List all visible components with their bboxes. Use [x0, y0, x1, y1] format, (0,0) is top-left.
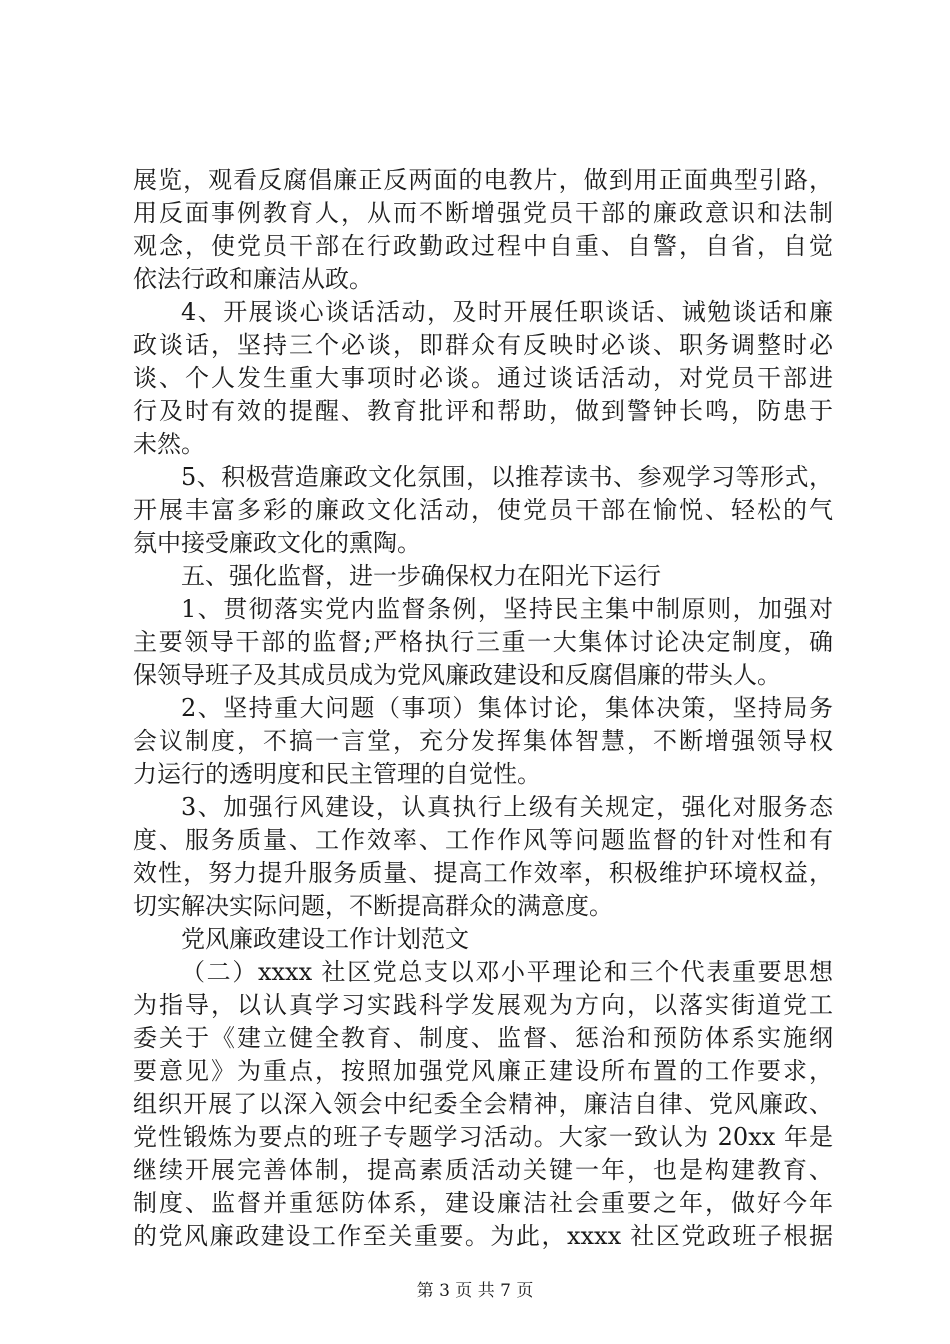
page-number-footer: 第 3 页 共 7 页	[416, 1281, 534, 1301]
text-line: 展览，观看反腐倡廉正反两面的电教片，做到用正面典型引路，	[133, 166, 833, 194]
text-line: 氛中接受廉政文化的熏陶。	[133, 529, 421, 557]
text-line: 主要领导干部的监督;严格执行三重一大集体讨论决定制度，确	[133, 628, 833, 656]
text-line: 会议制度，不搞一言堂，充分发挥集体智慧，不断增强领导权	[133, 727, 833, 755]
text-line: 依法行政和廉洁从政。	[133, 265, 373, 293]
section-heading: 五、强化监督，进一步确保权力在阳光下运行	[181, 562, 661, 590]
text-line: 5、积极营造廉政文化氛围，以推荐读书、参观学习等形式，	[181, 463, 833, 491]
text-line: 的党风廉政建设工作至关重要。为此，xxxx 社区党政班子根据	[133, 1222, 833, 1250]
text-line: 继续开展完善体制，提高素质活动关键一年，也是构建教育、	[133, 1156, 833, 1184]
text-line: 2、坚持重大问题（事项）集体讨论，集体决策，坚持局务	[181, 694, 833, 722]
text-line: 观念，使党员干部在行政勤政过程中自重、自警，自省，自觉	[133, 232, 833, 260]
text-line: 切实解决实际问题，不断提高群众的满意度。	[133, 892, 613, 920]
text-line: 保领导班子及其成员成为党风廉政建设和反腐倡廉的带头人。	[133, 661, 781, 689]
document-body	[133, 164, 833, 1253]
text-line: 党性锻炼为要点的班子专题学习活动。大家一致认为 20xx 年是	[133, 1123, 833, 1151]
text-line: 组织开展了以深入领会中纪委全会精神，廉洁自律、党风廉政、	[133, 1090, 833, 1118]
text-line: 3、加强行风建设，认真执行上级有关规定，强化对服务态	[181, 793, 833, 821]
text-line: 委关于《建立健全教育、制度、监督、惩治和预防体系实施纲	[133, 1024, 833, 1052]
text-line: 度、服务质量、工作效率、工作作风等问题监督的针对性和有	[133, 826, 833, 854]
text-line: 效性，努力提升服务质量、提高工作效率，积极维护环境权益，	[133, 859, 833, 887]
text-line: 谈、个人发生重大事项时必谈。通过谈话活动，对党员干部进	[133, 364, 833, 392]
text-line: 要意见》为重点，按照加强党风廉正建设所布置的工作要求，	[133, 1057, 833, 1085]
text-line: 制度、监督并重惩防体系，建设廉洁社会重要之年，做好今年	[133, 1189, 833, 1217]
text-line: （二）xxxx 社区党总支以邓小平理论和三个代表重要思想	[181, 958, 833, 986]
text-line: 4、开展谈心谈话活动，及时开展任职谈话、诫勉谈话和廉	[181, 298, 833, 326]
section-heading: 党风廉政建设工作计划范文	[181, 925, 469, 953]
text-line: 用反面事例教育人，从而不断增强党员干部的廉政意识和法制	[133, 199, 833, 227]
text-line: 1、贯彻落实党内监督条例，坚持民主集中制原则，加强对	[181, 595, 833, 623]
text-line: 未然。	[133, 430, 205, 458]
text-line: 行及时有效的提醒、教育批评和帮助，做到警钟长鸣，防患于	[133, 397, 833, 425]
text-line: 开展丰富多彩的廉政文化活动，使党员干部在愉悦、轻松的气	[133, 496, 833, 524]
text-line: 为指导，以认真学习实践科学发展观为方向，以落实街道党工	[133, 991, 833, 1019]
text-line: 政谈话，坚持三个必谈，即群众有反映时必谈、职务调整时必	[133, 331, 833, 359]
text-line: 力运行的透明度和民主管理的自觉性。	[133, 760, 541, 788]
